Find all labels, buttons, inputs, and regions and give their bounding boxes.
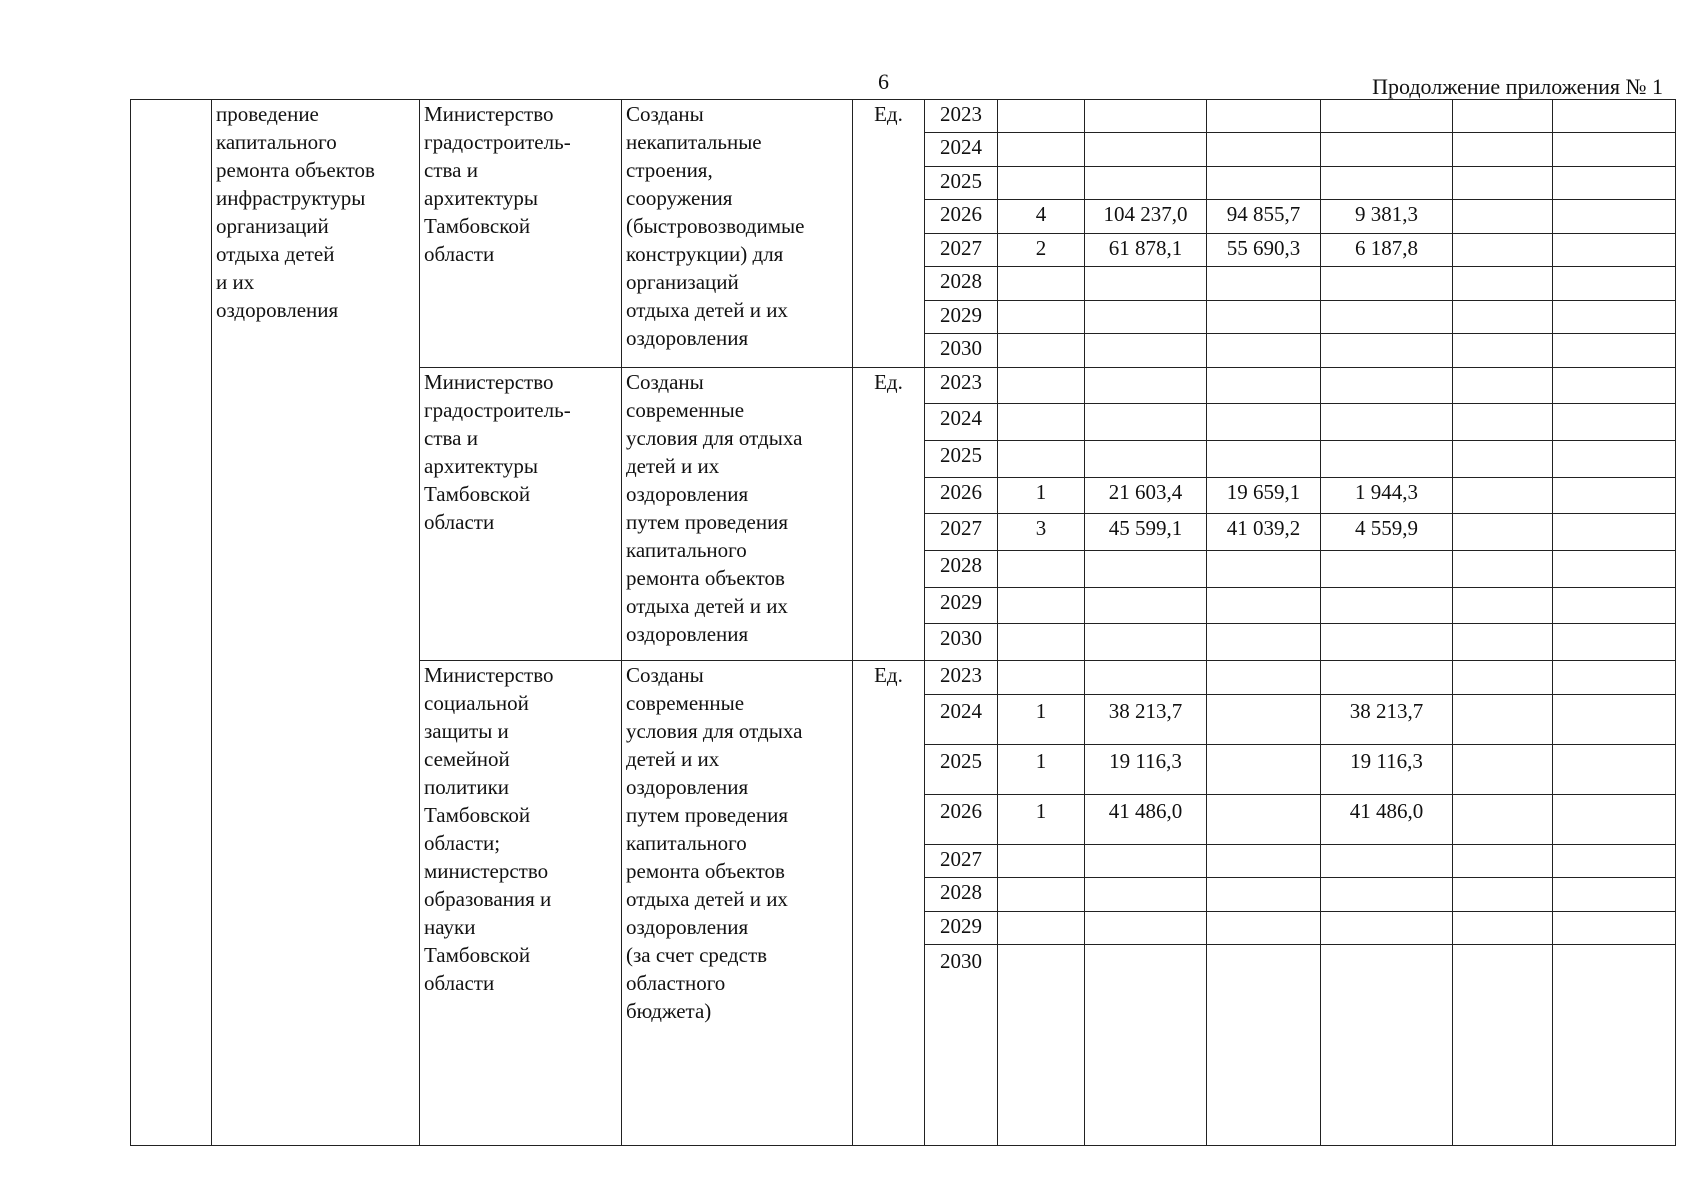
- federal-cell: [1207, 794, 1321, 844]
- regional-cell: [1321, 166, 1453, 199]
- year-cell: 2030: [925, 945, 998, 1146]
- regional-cell: 19 116,3: [1321, 744, 1453, 794]
- regional-cell: [1321, 267, 1453, 300]
- regional-cell: [1321, 100, 1453, 133]
- count-cell: [998, 587, 1085, 624]
- local-cell: [1453, 404, 1553, 441]
- other-cell: [1553, 367, 1676, 404]
- unit-cell: Ед.: [853, 367, 925, 661]
- responsible-executor: Министерство градостроитель- ства и архитектуры Тамбовской области: [420, 100, 622, 368]
- local-cell: [1453, 100, 1553, 133]
- count-cell: [998, 661, 1085, 694]
- continuation-title: Продолжение приложения № 1: [1372, 74, 1663, 99]
- local-cell: [1453, 551, 1553, 588]
- year-cell: 2023: [925, 100, 998, 133]
- regional-cell: 1 944,3: [1321, 477, 1453, 514]
- count-cell: [998, 440, 1085, 477]
- table-body: [131, 100, 1676, 1146]
- regional-cell: [1321, 661, 1453, 694]
- count-cell: [998, 267, 1085, 300]
- year-cell: 2026: [925, 477, 998, 514]
- federal-cell: 55 690,3: [1207, 233, 1321, 266]
- regional-cell: [1321, 404, 1453, 441]
- total-cell: [1085, 404, 1207, 441]
- regional-cell: [1321, 845, 1453, 878]
- result-description: Созданы современные условия для отдыха детей и их оздоровления путем проведения капитального ремонта объектов отдыха детей и их оздоровления: [622, 367, 853, 661]
- result-description: Созданы современные условия для отдыха детей и их оздоровления путем проведения капитального ремонта объектов отдыха детей и их оздоровления (за счет средств областного бюджета): [622, 661, 853, 1146]
- count-cell: [998, 878, 1085, 911]
- appendix-table: [130, 99, 1676, 1146]
- regional-cell: 4 559,9: [1321, 514, 1453, 551]
- local-cell: [1453, 334, 1553, 367]
- total-cell: [1085, 845, 1207, 878]
- count-cell: 1: [998, 744, 1085, 794]
- year-cell: 2026: [925, 794, 998, 844]
- count-cell: [998, 404, 1085, 441]
- table-row: [131, 100, 1676, 133]
- federal-cell: [1207, 744, 1321, 794]
- year-cell: 2025: [925, 166, 998, 199]
- responsible-executor: Министерство градостроитель- ства и архитектуры Тамбовской области: [420, 367, 622, 661]
- year-cell: 2027: [925, 514, 998, 551]
- local-cell: [1453, 233, 1553, 266]
- year-cell: 2028: [925, 878, 998, 911]
- total-cell: [1085, 440, 1207, 477]
- year-cell: 2028: [925, 267, 998, 300]
- federal-cell: [1207, 100, 1321, 133]
- other-cell: [1553, 661, 1676, 694]
- count-cell: [998, 911, 1085, 944]
- regional-cell: [1321, 551, 1453, 588]
- year-cell: 2029: [925, 911, 998, 944]
- regional-cell: 38 213,7: [1321, 694, 1453, 744]
- local-cell: [1453, 514, 1553, 551]
- federal-cell: [1207, 587, 1321, 624]
- local-cell: [1453, 945, 1553, 1146]
- total-cell: [1085, 300, 1207, 333]
- other-cell: [1553, 624, 1676, 661]
- federal-cell: [1207, 404, 1321, 441]
- count-cell: 1: [998, 477, 1085, 514]
- regional-cell: [1321, 587, 1453, 624]
- regional-cell: 6 187,8: [1321, 233, 1453, 266]
- regional-cell: [1321, 367, 1453, 404]
- other-cell: [1553, 233, 1676, 266]
- row-number-cell: [131, 100, 212, 1146]
- total-cell: [1085, 334, 1207, 367]
- regional-cell: [1321, 911, 1453, 944]
- total-cell: [1085, 945, 1207, 1146]
- total-cell: [1085, 551, 1207, 588]
- total-cell: [1085, 267, 1207, 300]
- count-cell: 4: [998, 200, 1085, 233]
- other-cell: [1553, 514, 1676, 551]
- count-cell: [998, 300, 1085, 333]
- federal-cell: [1207, 166, 1321, 199]
- other-cell: [1553, 945, 1676, 1146]
- total-cell: [1085, 166, 1207, 199]
- federal-cell: [1207, 440, 1321, 477]
- year-cell: 2023: [925, 367, 998, 404]
- local-cell: [1453, 440, 1553, 477]
- year-cell: 2025: [925, 440, 998, 477]
- year-cell: 2029: [925, 587, 998, 624]
- other-cell: [1553, 267, 1676, 300]
- local-cell: [1453, 133, 1553, 166]
- page-number: 6: [878, 69, 889, 94]
- other-cell: [1553, 911, 1676, 944]
- federal-cell: [1207, 133, 1321, 166]
- other-cell: [1553, 845, 1676, 878]
- federal-cell: [1207, 945, 1321, 1146]
- other-cell: [1553, 404, 1676, 441]
- other-cell: [1553, 100, 1676, 133]
- year-cell: 2025: [925, 744, 998, 794]
- local-cell: [1453, 744, 1553, 794]
- count-cell: [998, 334, 1085, 367]
- regional-cell: [1321, 878, 1453, 911]
- local-cell: [1453, 367, 1553, 404]
- federal-cell: [1207, 624, 1321, 661]
- local-cell: [1453, 878, 1553, 911]
- local-cell: [1453, 911, 1553, 944]
- count-cell: 2: [998, 233, 1085, 266]
- other-cell: [1553, 551, 1676, 588]
- total-cell: 61 878,1: [1085, 233, 1207, 266]
- regional-cell: [1321, 624, 1453, 661]
- count-cell: [998, 845, 1085, 878]
- local-cell: [1453, 661, 1553, 694]
- year-cell: 2027: [925, 845, 998, 878]
- other-cell: [1553, 878, 1676, 911]
- total-cell: 38 213,7: [1085, 694, 1207, 744]
- regional-cell: [1321, 133, 1453, 166]
- count-cell: [998, 624, 1085, 661]
- federal-cell: 41 039,2: [1207, 514, 1321, 551]
- total-cell: [1085, 624, 1207, 661]
- federal-cell: [1207, 845, 1321, 878]
- local-cell: [1453, 200, 1553, 233]
- other-cell: [1553, 694, 1676, 744]
- total-cell: 41 486,0: [1085, 794, 1207, 844]
- total-cell: [1085, 878, 1207, 911]
- regional-cell: [1321, 300, 1453, 333]
- year-cell: 2024: [925, 694, 998, 744]
- federal-cell: [1207, 694, 1321, 744]
- federal-cell: [1207, 300, 1321, 333]
- federal-cell: [1207, 661, 1321, 694]
- other-cell: [1553, 440, 1676, 477]
- regional-cell: [1321, 334, 1453, 367]
- unit-cell: Ед.: [853, 100, 925, 368]
- local-cell: [1453, 794, 1553, 844]
- responsible-executor: Министерство социальной защиты и семейной политики Тамбовской области; министерство образования и науки Тамбовской области: [420, 661, 622, 1146]
- federal-cell: [1207, 551, 1321, 588]
- year-cell: 2028: [925, 551, 998, 588]
- federal-cell: [1207, 367, 1321, 404]
- federal-cell: [1207, 334, 1321, 367]
- regional-cell: [1321, 440, 1453, 477]
- federal-cell: 94 855,7: [1207, 200, 1321, 233]
- year-cell: 2030: [925, 624, 998, 661]
- year-cell: 2029: [925, 300, 998, 333]
- other-cell: [1553, 200, 1676, 233]
- total-cell: [1085, 100, 1207, 133]
- regional-cell: 9 381,3: [1321, 200, 1453, 233]
- year-cell: 2024: [925, 133, 998, 166]
- other-cell: [1553, 300, 1676, 333]
- measure-description: проведение капитального ремонта объектов инфраструктуры организаций отдыха детей и их оздоровления: [212, 100, 420, 1146]
- count-cell: [998, 166, 1085, 199]
- count-cell: 1: [998, 694, 1085, 744]
- local-cell: [1453, 477, 1553, 514]
- other-cell: [1553, 334, 1676, 367]
- count-cell: [998, 100, 1085, 133]
- other-cell: [1553, 744, 1676, 794]
- other-cell: [1553, 477, 1676, 514]
- year-cell: 2030: [925, 334, 998, 367]
- local-cell: [1453, 587, 1553, 624]
- other-cell: [1553, 587, 1676, 624]
- total-cell: [1085, 367, 1207, 404]
- count-cell: [998, 133, 1085, 166]
- total-cell: [1085, 661, 1207, 694]
- year-cell: 2026: [925, 200, 998, 233]
- federal-cell: [1207, 267, 1321, 300]
- total-cell: 19 116,3: [1085, 744, 1207, 794]
- local-cell: [1453, 166, 1553, 199]
- other-cell: [1553, 133, 1676, 166]
- result-description: Созданы некапитальные строения, сооружения (быстровозводимые конструкции) для организаций отдыха детей и их оздоровления: [622, 100, 853, 368]
- other-cell: [1553, 794, 1676, 844]
- local-cell: [1453, 694, 1553, 744]
- regional-cell: [1321, 945, 1453, 1146]
- other-cell: [1553, 166, 1676, 199]
- total-cell: [1085, 133, 1207, 166]
- federal-cell: [1207, 911, 1321, 944]
- total-cell: 21 603,4: [1085, 477, 1207, 514]
- local-cell: [1453, 845, 1553, 878]
- total-cell: 45 599,1: [1085, 514, 1207, 551]
- count-cell: [998, 945, 1085, 1146]
- regional-cell: 41 486,0: [1321, 794, 1453, 844]
- year-cell: 2023: [925, 661, 998, 694]
- unit-cell: Ед.: [853, 661, 925, 1146]
- federal-cell: [1207, 878, 1321, 911]
- total-cell: [1085, 911, 1207, 944]
- total-cell: 104 237,0: [1085, 200, 1207, 233]
- local-cell: [1453, 267, 1553, 300]
- count-cell: [998, 551, 1085, 588]
- year-cell: 2024: [925, 404, 998, 441]
- local-cell: [1453, 624, 1553, 661]
- count-cell: 1: [998, 794, 1085, 844]
- total-cell: [1085, 587, 1207, 624]
- count-cell: 3: [998, 514, 1085, 551]
- local-cell: [1453, 300, 1553, 333]
- year-cell: 2027: [925, 233, 998, 266]
- count-cell: [998, 367, 1085, 404]
- federal-cell: 19 659,1: [1207, 477, 1321, 514]
